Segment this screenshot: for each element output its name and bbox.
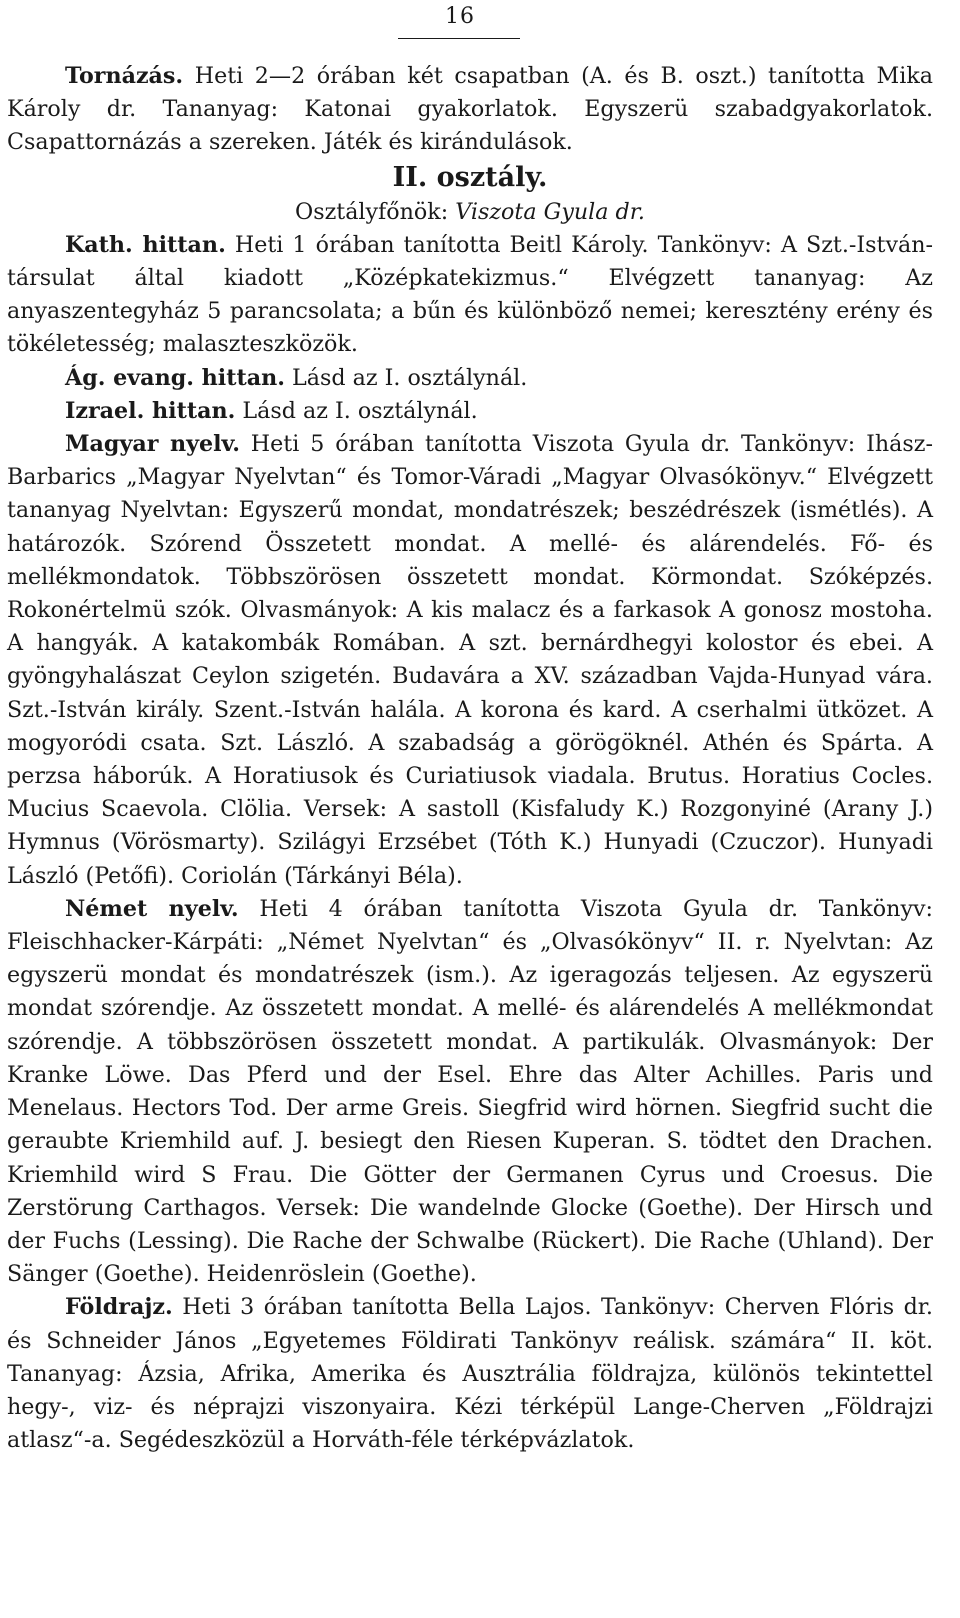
paragraph-text: Heti 2—2 órában két csapatban (A. és B. oszt.) tanította Mika Károly dr. Tananyag: Katonai gyakorlatok. Egyszerü szabadgyakorlatok. Csapattornázás a szereken. Játék és kirándulások. [7,63,933,156]
paragraph-text: Heti 4 órában tanította Viszota Gyula dr. Tankönyv: Fleischhacker-Kárpáti: „Német Nyelvtan“ és „Olvasókönyv“ II. r. Nyelvtan: Az egyszerü mondat és mondatrészek (ism.). Az igeragozás teljesen. Az egyszerü mondat szórendje. Az összetett mondat. A mellé- és alárendelés A mellékmondat szórendje. A többszörösen összetett mondat. A partikulák. Olvasmányok: Der Kranke Löwe. Das Pferd und der Esel. Ehre das Alter Achilles. Paris und Menelaus. Hectors Tod. Der arme Greis. Siegfrid wird hörnen. Siegfrid sucht die geraubte Kriemhild auf. J. besiegt den Riesen Kuperan. S. tödtet den Drachen. Kriemhild wird S Frau. Die Götter der Germanen Cyrus und Croesus. Die Zerstörung Carthagos. Versek: Die wandelnde Glocke (Goethe). Der Hirsch und der Fuchs (Lessing). Die Rache der Schwalbe (Rückert). Die Rache (Uhland). Der Sänger (Goethe). Heidenröslein (Goethe). [7,895,934,1288]
class-teacher-line [7,196,933,229]
paragraph-nemet-nyelv [7,893,933,1291]
class-teacher-label: Osztályfőnök: [295,198,456,225]
subject-heading: Földrajz. [65,1294,173,1321]
paragraph-foldrajz [7,1291,933,1457]
subject-heading: Magyar nyelv. [65,431,240,458]
page-number: 16 [445,4,475,29]
paragraph-text: Heti 3 órában tanította Bella Lajos. Tankönyv: Cherven Flóris dr. és Schneider János „Egyetemes Földirati Tankönyv reálisk. számára“ II. köt. Tananyag: Ázsia, Afrika, Amerika és Ausztrália földrajza, különös tekintettel hegy-, viz- és néprajzi viszonyaira. Kézi térképül Lange-Cherven „Földrajzi atlasz“-a. Segédeszközül a Horváth-féle térképvázlatok. [7,1294,933,1454]
paragraph-kath-hittan [7,229,933,362]
subject-heading: Tornázás. [65,63,184,89]
paragraph-izrael-hittan [7,395,933,428]
paragraph-magyar-nyelv [7,428,933,893]
paragraph-text: Heti 1 órában tanította Beitl Károly. Tankönyv: A Szt.-István-társulat által kiadott „Középkatekizmus.“ Elvégzett tananyag: Az anyaszentegyház 5 parancsolata; a bűn és különböző nemei; keresztény erény és tökéletesség; malaszteszközök. [7,231,933,358]
subject-heading: Német nyelv. [65,895,239,922]
paragraph-text: Lásd az I. osztálynál. [284,364,528,391]
page-number-rule [398,38,520,39]
paragraph-ag-evang-hittan [7,362,933,395]
paragraph-text: Heti 5 órában tanította Viszota Gyula dr. Tankönyv: Ihász-Barbarics „Magyar Nyelvtan“ és Tomor-Váradi „Magyar Olvasókönyv.“ Elvégzett tananyag Nyelvtan: Egyszerű mondat, mondatrészek; beszédrészek (ismétlés). A határozók. Szórend Összetett mondat. A mellé- és alárendelés. Fő- és mellékmondatok. Többszörösen összetett mondat. Körmondat. Szóképzés. Rokonértelmü szók. Olvasmányok: A kis malacz és a farkasok A gonosz mostoha. A hangyák. A katakombák Romában. A szt. bernárdhegyi kolostor és ebei. A gyöngyhalászat Ceylon szigetén. Budavára a XV. században Vajda-Hunyad vára. Szt.-István király. Szent.-István halála. A korona és kard. A cserhalmi ütközet. A mogyoródi csata. Szt. László. A szabadság a görögöknél. Athén és Spárta. A perzsa háborúk. A Horatiusok és Curiatiusok viadala. Brutus. Horatius Cocles. Mucius Scaevola. Clölia. Versek: A sastoll (Kisfaludy K.) Rozgonyiné (Arany J.) Hymnus (Vörösmarty). Szilágyi Erzsébet (Tóth K.) Hunyadi (Czuczor). Hunyadi László (Petőfi). Coriolán (Tárkányi Béla). [7,431,933,889]
class-teacher-name: Viszota Gyula dr. [455,198,645,225]
page-body [7,60,933,1457]
paragraph-text: Lásd az I. osztálynál. [235,397,478,424]
subject-heading: Ág. evang. hittan. [65,364,285,391]
subject-heading: Izrael. hittan. [65,397,236,424]
subject-heading: Kath. hittan. [65,231,226,258]
class-heading: II. osztály. [392,161,548,193]
paragraph-tornazas [7,60,933,160]
